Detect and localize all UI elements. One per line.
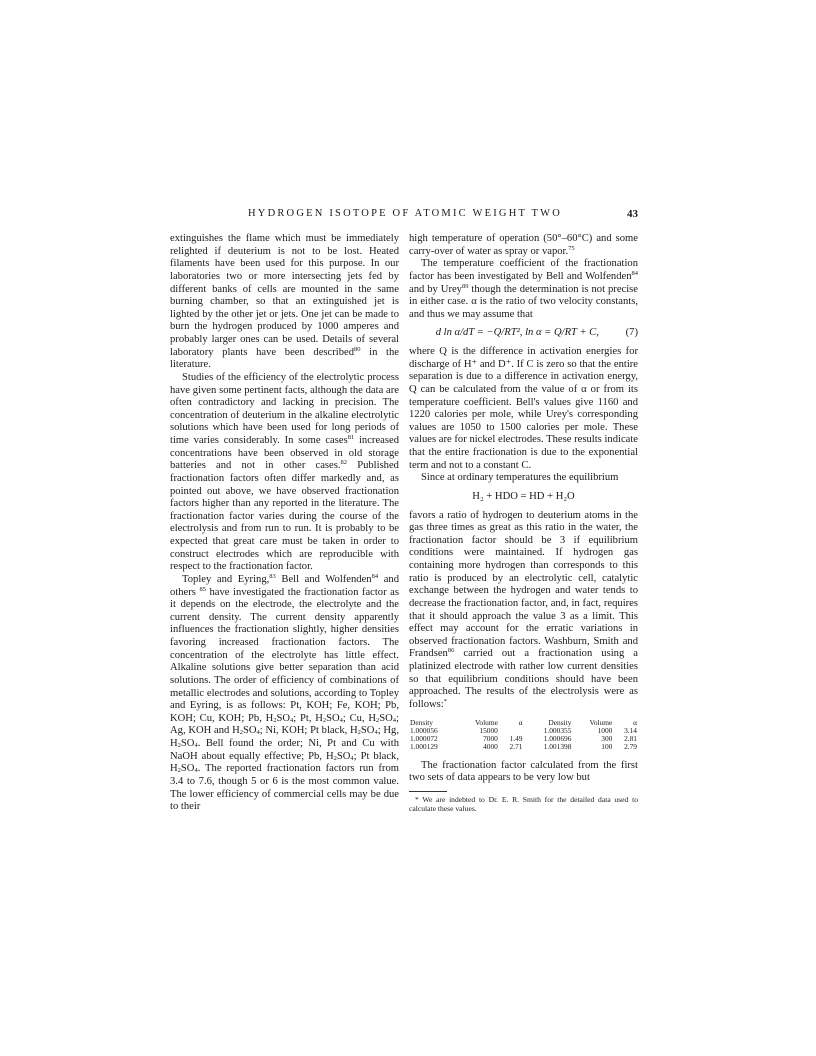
running-head bbox=[170, 208, 638, 222]
table-cell: 2.71 bbox=[509, 741, 523, 751]
equation-number: (7) bbox=[625, 327, 638, 339]
footnote-rule bbox=[409, 791, 447, 792]
table-cell: 1000 bbox=[597, 725, 613, 735]
equation-7: d ln α/dT = −Q/RT², ln α = Q/RT + C, (7) bbox=[435, 327, 638, 339]
table-cell: 1.49 bbox=[509, 733, 523, 743]
paragraph: The temperature coefficient of the fractionation factor has been investigated by Bell and Wolfenden$^{84}$ and by Urey$^{89}$ though the determination is not precise in either case. α is the ratio of two velocity constants, and thus we may assume that bbox=[409, 258, 638, 320]
table-cell: 1.000696 bbox=[543, 733, 572, 743]
table-cell: 4000 bbox=[483, 741, 498, 751]
column-header: Density bbox=[548, 717, 572, 727]
page-number: 43 bbox=[627, 208, 638, 220]
paragraph: extinguishes the flame which must be immediately relighted if deuterium is not to be lost. Heated filaments have been used for this purpose. In our laboratories two or more intersecting jets fed by different banks of cells are mounted in the same burning chamber, so that an extinguished jet is lighted by the other jet or jets. One jet can be made to burn the hydrogen produced by 1000 amperes and probably larger ones can be used. Details of several laboratory plants have been described$^{80}$ in the literature. bbox=[170, 233, 399, 371]
paragraph: favors a ratio of hydrogen to deuterium atoms in the gas three times as great as this ratio in the water, the fractionation factor should be 3 if equilibrium conditions were maintained. If hydrogen gas containing more hydrogen than corresponds to this ratio is produced by an electrolytic cell, catalytic exchange between the hydrogen and water tends to decrease the fractionation factor, and, in fact, requires that it should approach the value 3 as a limit. This effect may account for the erratic variations in observed fractionation factors. Washburn, Smith and Frandsen$^{86}$ carried out a fractionation using a platinized electrode with rather low current densities so that equilibrium conditions should have been approached. The results of the electrolysis were as follows:* bbox=[409, 509, 638, 710]
table-cell: 15000 bbox=[479, 725, 498, 735]
table-cell: 1.000072 bbox=[410, 733, 438, 743]
paragraph: Topley and Eyring,$^{83}$ Bell and Wolfenden$^{84}$ and others $^{85}$ have investigated the fractionation factor as it depends on the electrode, the electrolyte and the current density. The current density apparently influences the fractionation slightly, higher densities favoring increased fractionation factors. The concentration of the electrolyte has little effect. Alkaline solutions give better separation than acid solutions. The order of efficiency of combinations of metallic electrodes and solutions, according to Topley and Eyring, is as follows: Pt, KOH; Fe, KOH; Pb, KOH; Cu, KOH; Pb, $H_2SO_4$; Pt, $H_2SO_4$; Cu, $H_2SO_4$; Ag, KOH and $H_2SO_4$; Ni, KOH; Pt black, $H_2SO_4$; Hg, $H_2SO_4$. Bell found the order; Ni, Pt and Cu with NaOH about equally effective; Pb, $H_2SO_4$; Pt black, $H_2SO_4$. The reported fractionation factors run from 3.4 to 7.6, though 5 or 6 is the most common value. The lower efficiency of commercial cells may be due to their bbox=[170, 572, 400, 813]
paragraph: Studies of the efficiency of the electrolytic process have given some pertinent facts, although the data are often contradictory and lacking in precision. The concentration of deuterium in the alkaline electrolytic solutions which have been used for long periods of time varies considerably. In some cases$^{81}$ increased concentrations have been observed in old storage batteries and not in other cases.$^{82}$ Published fractionation factors often differ markedly and, as pointed out above, we have observed fractionation factors higher than any reported in the literature. The fractionation factor varies during the course of the electrolysis and from run to run. It is probably to be expected that great care must be taken in order to construct electrodes which are reproducible with respect to the fractionation factor. bbox=[170, 371, 399, 573]
table-cell: 2.81 bbox=[624, 733, 637, 743]
column-header: α bbox=[633, 717, 637, 727]
column-header: Volume bbox=[589, 717, 613, 727]
column-header: Density bbox=[410, 717, 433, 727]
table-cell: 2.79 bbox=[624, 741, 637, 751]
footnote: * We are indebted to Dr. E. R. Smith for the detailed data used to calculate these values. bbox=[409, 794, 638, 813]
running-title: HYDROGEN ISOTOPE OF ATOMIC WEIGHT TWO bbox=[248, 208, 563, 219]
data-table bbox=[409, 719, 638, 751]
table-cell: 1.001398 bbox=[543, 741, 572, 751]
paragraph: Since at ordinary temperatures the equilibrium bbox=[421, 472, 619, 484]
paragraph: high temperature of operation (50°–60°C) and some carry-over of water as spray or vapor.$^{75}$ bbox=[409, 233, 638, 257]
table-cell: 1.000355 bbox=[543, 725, 572, 735]
left-column bbox=[170, 233, 399, 814]
chemical-equation: H₂ + HDO = HD + H₂O bbox=[472, 490, 575, 502]
paragraph: The fractionation factor calculated from the first two sets of data appears to be very low but bbox=[409, 759, 638, 784]
table-cell: 1.000129 bbox=[410, 741, 438, 751]
table-cell: 300 bbox=[601, 733, 613, 743]
table-row bbox=[409, 743, 638, 751]
paragraph: where Q is the difference in activation energies for discharge of H⁺ and D⁺. If C is zero so that the entire separation is due to a difference in activation energy, Q can be calculated from the value of α or from its temperature coefficient. Bell's values give 1160 and 1220 calories per mole, while Urey's corresponding values are 1050 to 1500 calories per mole. These values are for nickel electrodes. These results indicate that the entire fractionation is due to the exponential term and not to a constant C. bbox=[409, 346, 638, 471]
table-cell: 1.000056 bbox=[410, 725, 438, 735]
table-cell: 100 bbox=[601, 741, 613, 751]
column-header: α bbox=[518, 717, 523, 727]
right-column bbox=[409, 233, 638, 813]
column-header: Volume bbox=[475, 717, 498, 727]
table-cell: 3.14 bbox=[624, 725, 637, 735]
table-cell: 7000 bbox=[483, 733, 498, 743]
